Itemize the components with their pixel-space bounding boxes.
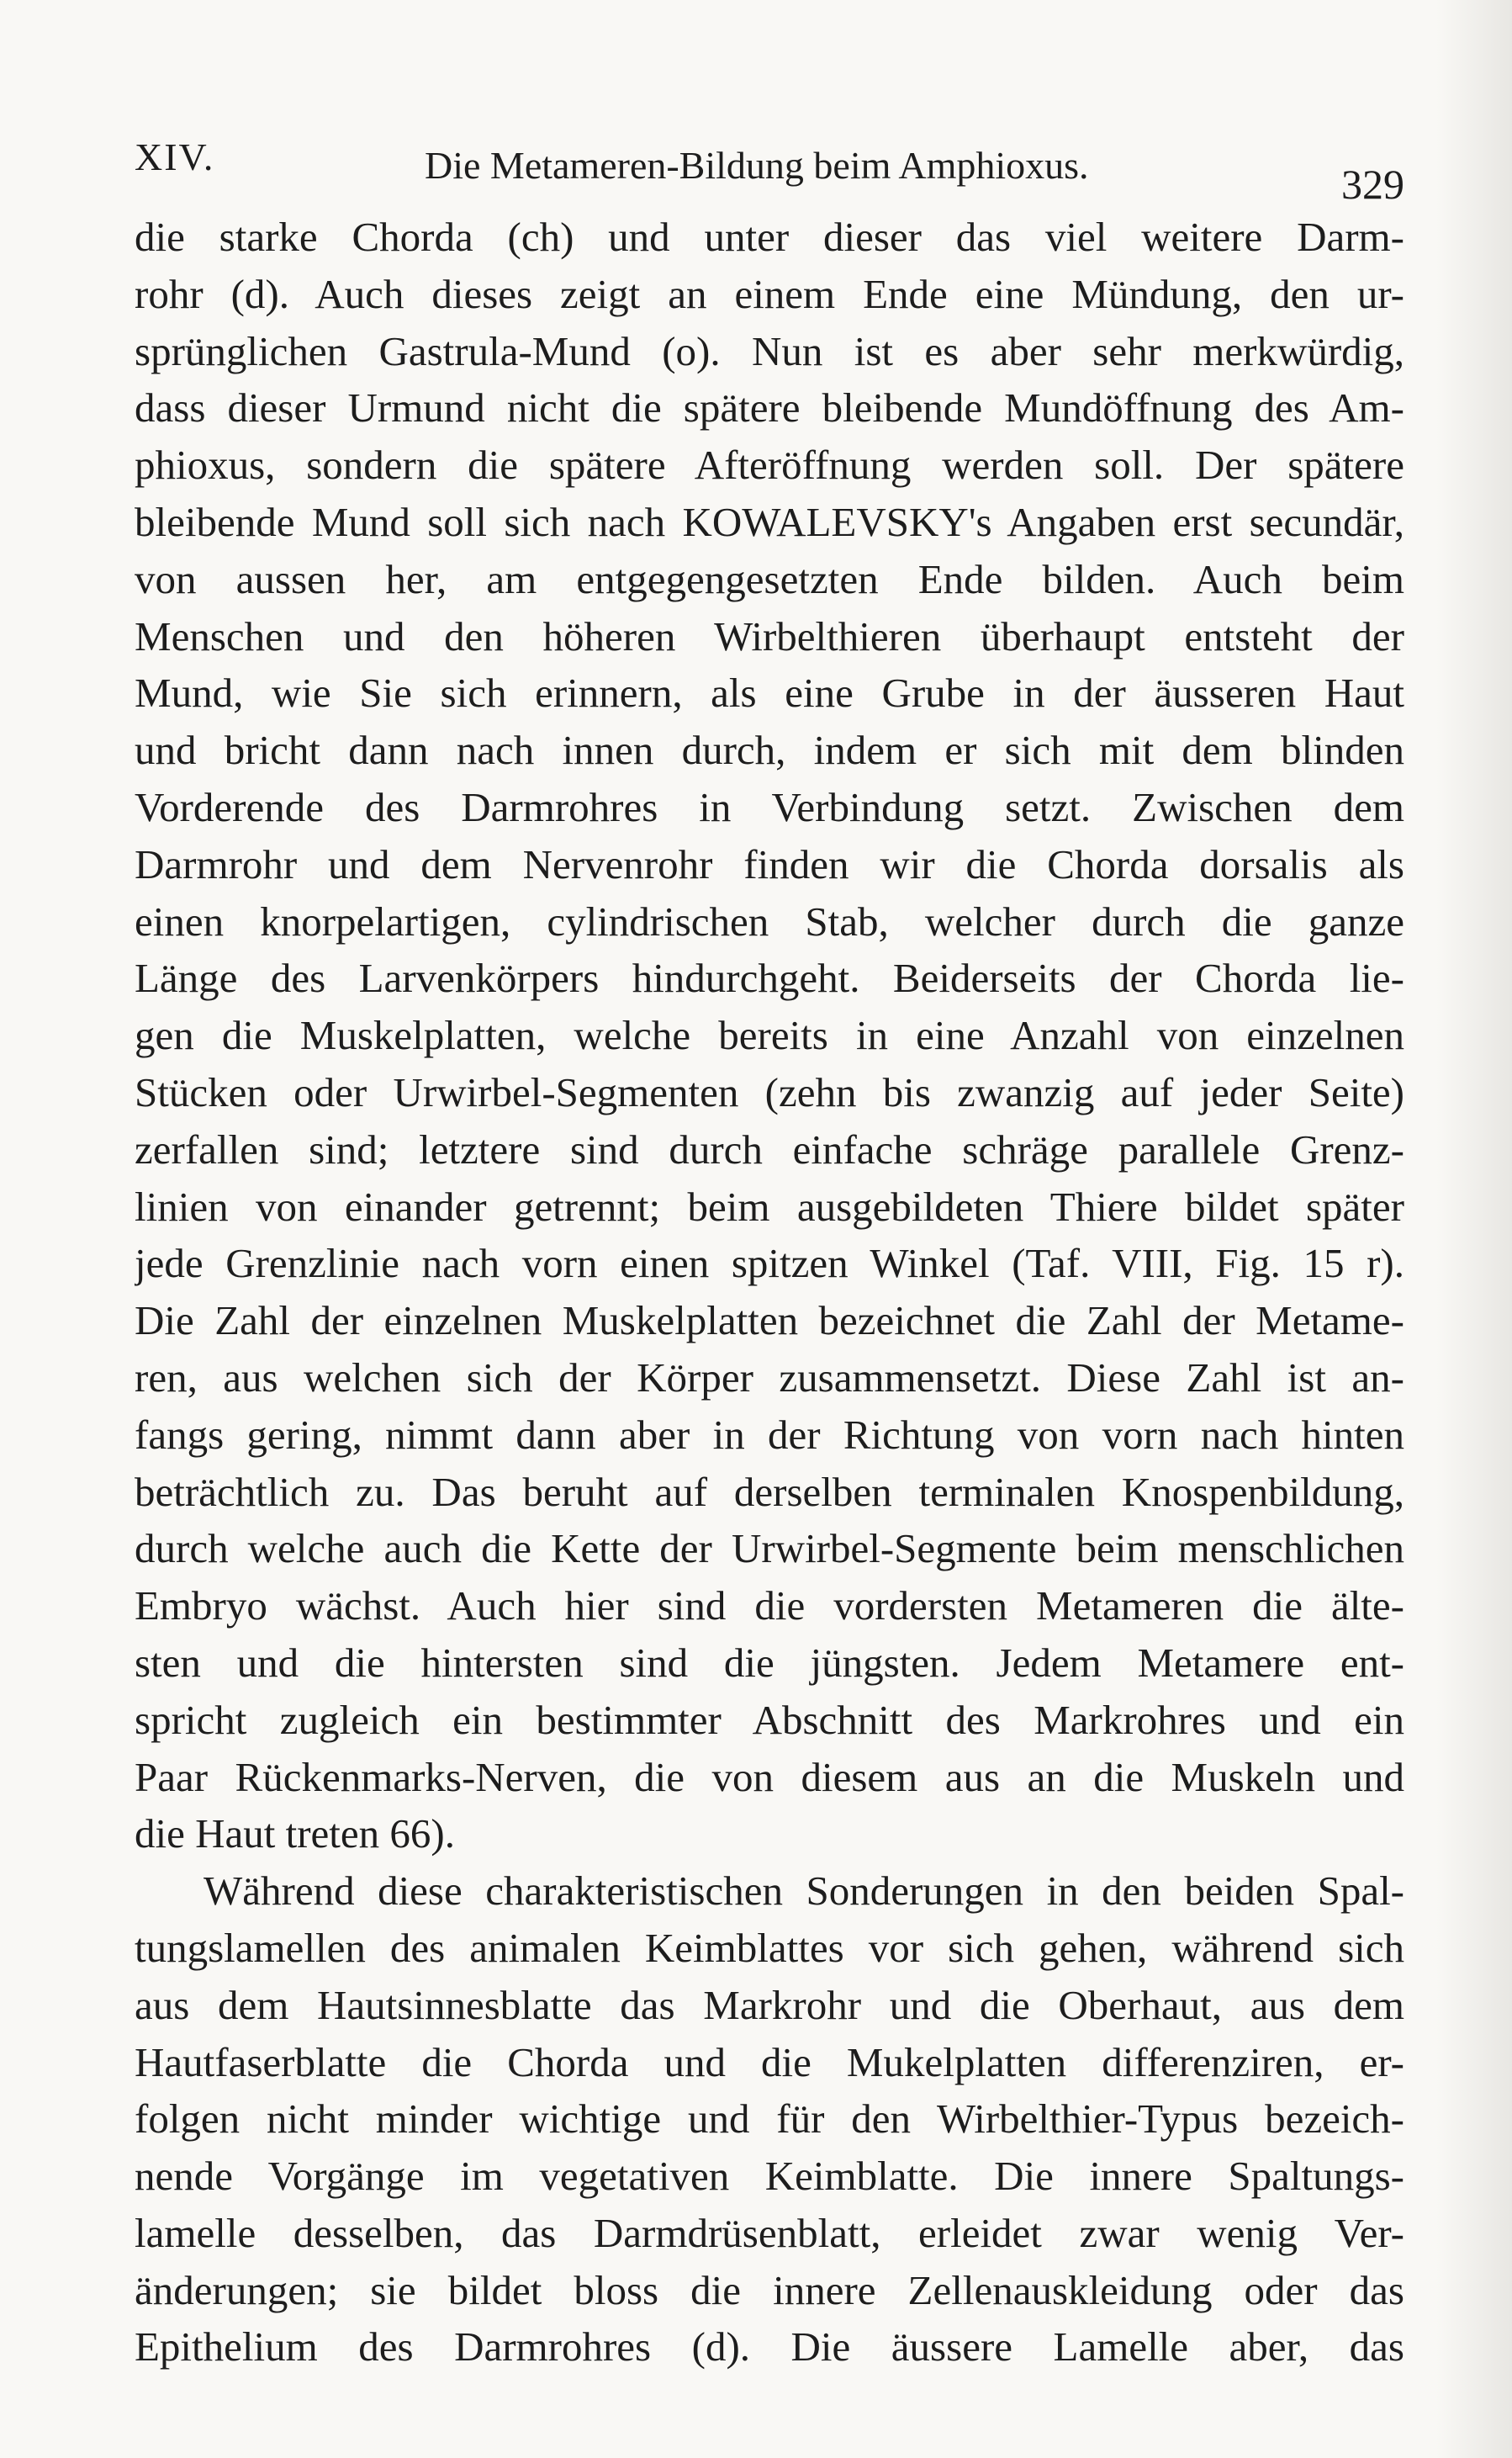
text-line: gen die Muskelplatten, welche bereits in eine Anzahl von einzelnen (135, 1012, 1404, 1059)
text-line: Hautfaserblatte die Chorda und die Mukelplatten differenziren, er- (135, 2038, 1404, 2085)
text-line: Embryo wächst. Auch hier sind die vordersten Metameren die älte- (135, 1582, 1404, 1629)
text-line: und bricht dann nach innen durch, indem er sich mit dem blinden (135, 727, 1404, 774)
text-line: jede Grenzlinie nach vorn einen spitzen Winkel (Taf. VIII, Fig. 15 r). (135, 1240, 1404, 1287)
text-line: sprünglichen Gastrula-Mund (o). Nun ist es aber sehr merkwürdig, (135, 327, 1404, 374)
text-line: Menschen und den höheren Wirbelthieren überhaupt entsteht der (135, 612, 1404, 660)
text-line: tungslamellen des animalen Keimblattes vor sich gehen, während sich (135, 1924, 1404, 1971)
text-line: rohr (d). Auch dieses zeigt an einem Ende eine Mündung, den ur- (135, 270, 1404, 317)
paragraph-last-line: die Haut treten 66). (135, 1810, 455, 1857)
text-line: die starke Chorda (ch) und unter dieser das viel weitere Darm- (135, 214, 1404, 260)
text-line: Paar Rückenmarks-Nerven, die von diesem aus an die Muskeln und (135, 1753, 1404, 1800)
text-line: phioxus, sondern die spätere Afteröffnung werden soll. Der spätere (135, 442, 1404, 489)
text-line: einen knorpelartigen, cylindrischen Stab, welcher durch die ganze (135, 898, 1404, 945)
text-line: zerfallen sind; letztere sind durch einfache schräge parallele Grenz- (135, 1126, 1404, 1173)
page-edge-shadow (1436, 0, 1512, 2458)
text-line: linien von einander getrennt; beim ausgebildeten Thiere bildet später (135, 1183, 1404, 1230)
text-line: von aussen her, am entgegengesetzten Ende bilden. Auch beim (135, 555, 1404, 602)
text-line: Länge des Larvenkörpers hindurchgeht. Beiderseits der Chorda lie- (135, 955, 1404, 1002)
text-line: aus dem Hautsinnesblatte das Markrohr und die Oberhaut, aus dem (135, 1981, 1404, 2028)
text-line: Darmrohr und dem Nervenrohr finden wir die Chorda dorsalis als (135, 840, 1404, 887)
text-line: ren, aus welchen sich der Körper zusammensetzt. Diese Zahl ist an- (135, 1353, 1404, 1401)
text-line: sten und die hintersten sind die jüngsten. Jedem Metamere ent- (135, 1639, 1404, 1686)
text-line: folgen nicht minder wichtige und für den Wirbelthier-Typus bezeich- (135, 2095, 1404, 2143)
body-text (135, 209, 1404, 2376)
text-line: änderungen; sie bildet bloss die innere Zellenauskleidung oder das (135, 2266, 1404, 2313)
text-line: Vorderende des Darmrohres in Verbindung setzt. Zwischen dem (135, 783, 1404, 830)
text-line: Die Zahl der einzelnen Muskelplatten bezeichnet die Zahl der Metame- (135, 1297, 1404, 1344)
text-line: Mund, wie Sie sich erinnern, als eine Grube in der äusseren Haut (135, 670, 1404, 717)
running-header (135, 126, 1404, 208)
running-title: Die Metameren-Bildung beim Amphioxus. (425, 144, 1089, 187)
text-line: Epithelium des Darmrohres (d). Die äussere Lamelle aber, das (135, 2323, 1404, 2371)
text-line: fangs gering, nimmt dann aber in der Richtung von vorn nach hinten (135, 1411, 1404, 1458)
text-line: durch welche auch die Kette der Urwirbel-Segmente beim menschlichen (135, 1525, 1404, 1572)
text-line: beträchtlich zu. Das beruht auf derselben terminalen Knospenbildung, (135, 1468, 1404, 1515)
page-number: 329 (1341, 161, 1404, 208)
text-line: spricht zugleich ein bestimmter Abschnitt des Markrohres und ein (135, 1696, 1404, 1743)
text-line: bleibende Mund soll sich nach KOWALEVSKY's Angaben erst secundär, (135, 498, 1404, 545)
chapter-number: XIV. (135, 135, 215, 178)
text-line: lamelle desselben, das Darmdrüsenblatt, erleidet zwar wenig Ver- (135, 2209, 1404, 2256)
text-line: dass dieser Urmund nicht die spätere bleibende Mundöffnung des Am- (135, 384, 1404, 432)
text-line: nende Vorgänge im vegetativen Keimblatte. Die innere Spaltungs- (135, 2153, 1404, 2200)
paragraph-first-line: Während diese charakteristischen Sonderungen in den beiden Spal- (204, 1867, 1404, 1915)
text-line: Stücken oder Urwirbel-Segmenten (zehn bis zwanzig auf jeder Seite) (135, 1068, 1404, 1115)
